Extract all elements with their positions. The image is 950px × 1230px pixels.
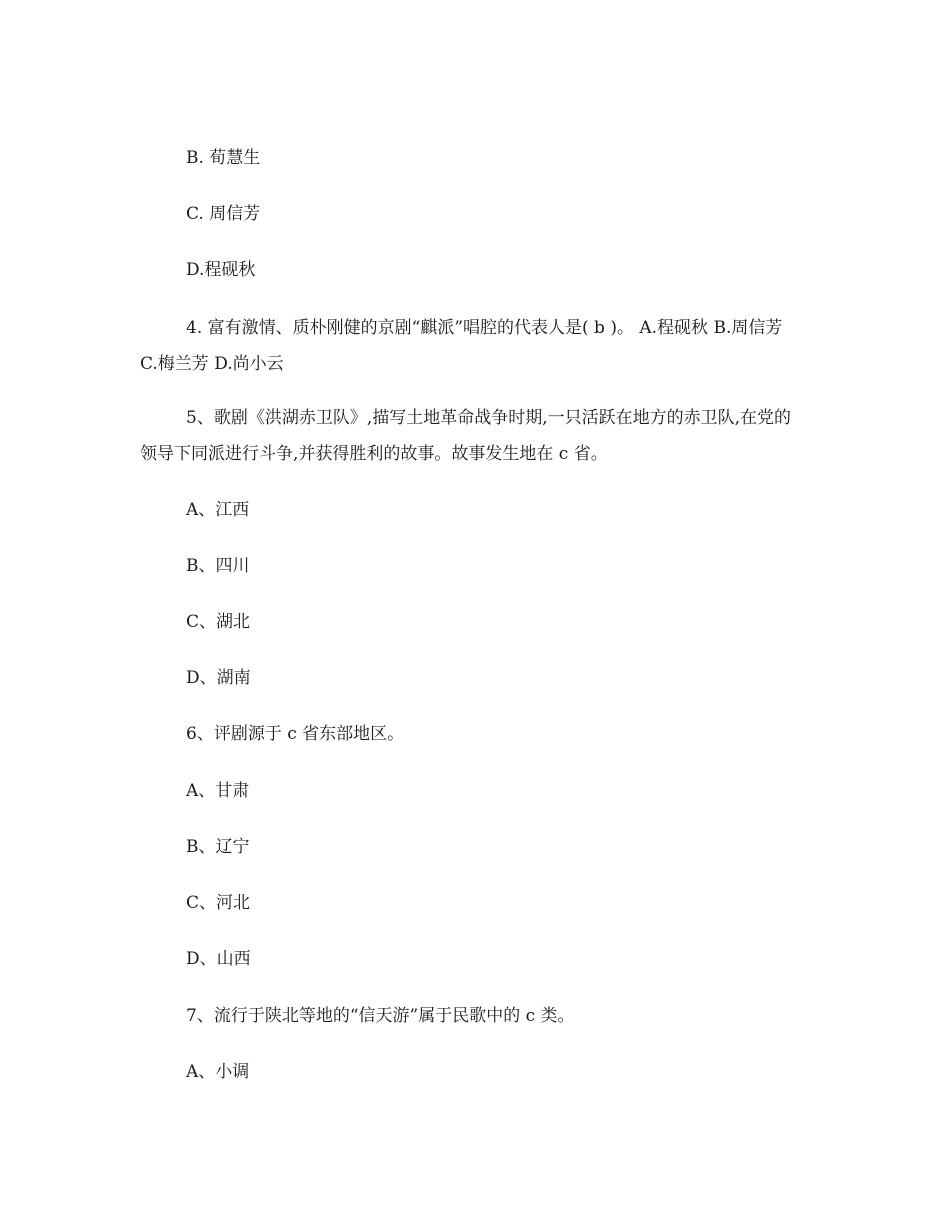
q5-option-d: D、湖南	[186, 668, 251, 688]
q7-option-a: A、小调	[186, 1062, 250, 1082]
question-4: 4. 富有激情、质朴刚健的京剧“麒派”唱腔的代表人是( b )。 A.程砚秋 B.周信芳 C.梅兰芳 D.尚小云	[140, 318, 783, 374]
option-b-xun-huisheng: B. 荀慧生	[186, 148, 261, 168]
q6-option-c: C、河北	[186, 893, 251, 913]
question-7: 7、流行于陕北等地的“信天游”属于民歌中的 c 类。	[186, 1006, 575, 1026]
q5-option-c: C、湖北	[186, 612, 251, 632]
q6-option-b: B、辽宁	[186, 837, 250, 857]
q6-option-d: D、山西	[186, 949, 251, 969]
q5-option-b: B、四川	[186, 556, 250, 576]
question-5: 5、歌剧《洪湖赤卫队》,描写土地革命战争时期,一只活跃在地方的赤卫队,在党的领导下同派进行斗争,并获得胜利的故事。故事发生地在 c 省。	[140, 408, 792, 464]
option-c-zhou-xinfang: C. 周信芳	[186, 204, 261, 224]
q6-option-a: A、甘肃	[186, 781, 250, 801]
question-6: 6、评剧源于 c 省东部地区。	[186, 724, 405, 744]
q5-option-a: A、江西	[186, 500, 250, 520]
option-d-cheng-yanqiu: D.程砚秋	[186, 260, 256, 280]
